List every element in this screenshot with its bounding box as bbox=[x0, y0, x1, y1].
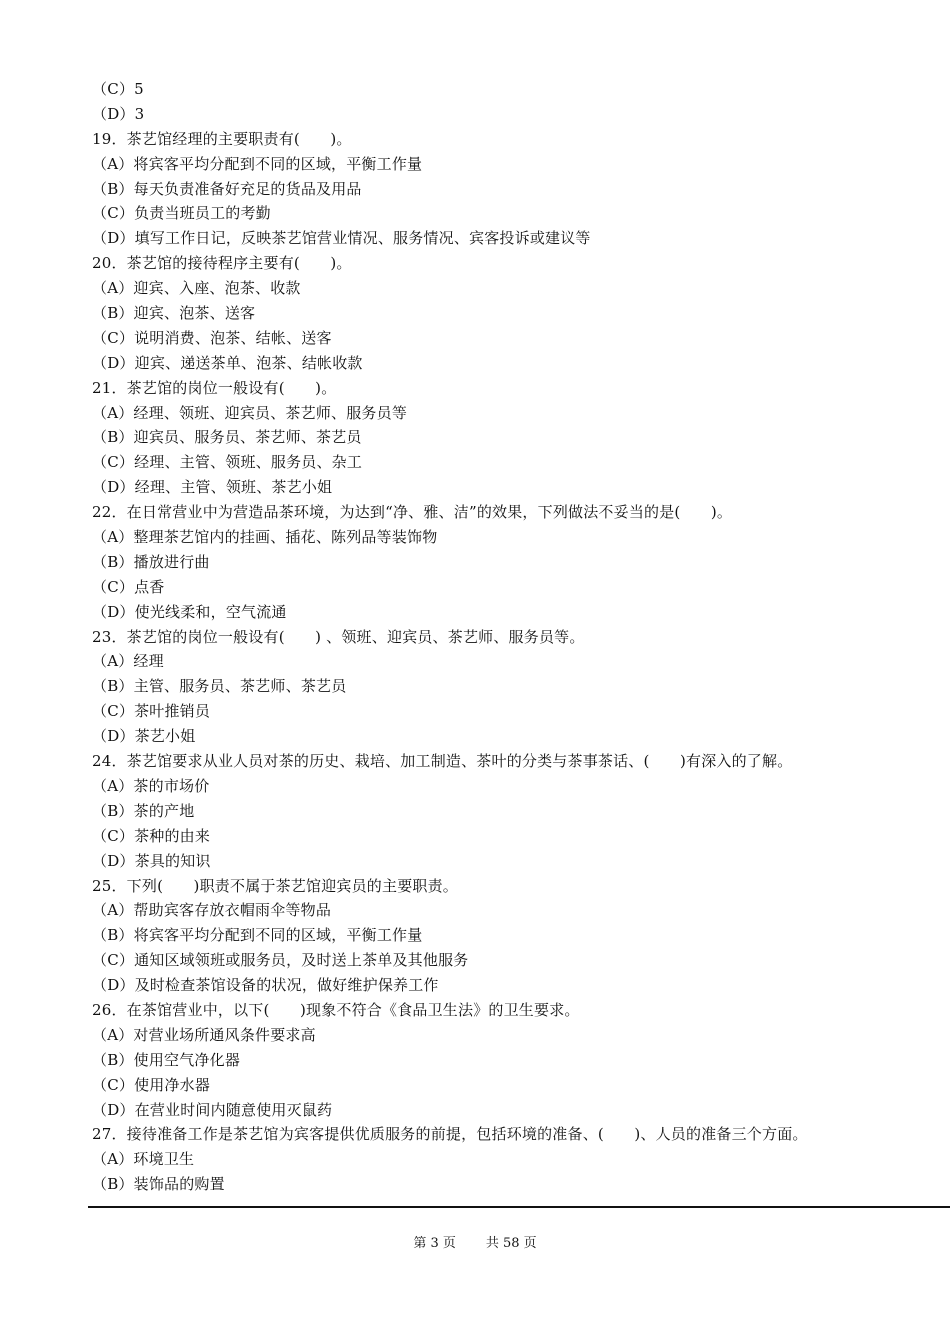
option-line: （D）经理、主管、领班、茶艺小姐 bbox=[92, 478, 333, 497]
question-line: 23．茶艺馆的岗位一般设有( ) 、领班、迎宾员、茶艺师、服务员等。 bbox=[92, 627, 585, 646]
option-line: （D）在营业时间内随意使用灭鼠药 bbox=[92, 1100, 333, 1119]
option-line: （A）环境卫生 bbox=[92, 1150, 195, 1169]
question-line: 21．茶艺馆的岗位一般设有( )。 bbox=[92, 378, 337, 397]
question-line: 24．茶艺馆要求从业人员对茶的历史、栽培、加工制造、茶叶的分类与茶事茶话、( )有深入的了解。 bbox=[92, 752, 793, 771]
option-line: （B）每天负责准备好充足的货品及用品 bbox=[92, 179, 362, 198]
option-line: （D）茶具的知识 bbox=[92, 851, 211, 870]
page-footer bbox=[0, 1236, 950, 1252]
option-line: （C）5 bbox=[92, 80, 144, 98]
document-body bbox=[92, 77, 912, 1197]
option-line: （A）茶的市场价 bbox=[92, 776, 210, 795]
option-line: （A）迎宾、入座、泡茶、收款 bbox=[92, 279, 301, 298]
option-line: （D）使光线柔和，空气流通 bbox=[92, 602, 287, 621]
page-number: 第 3 页 bbox=[413, 1236, 456, 1251]
option-line: （C）茶种的由来 bbox=[92, 826, 211, 845]
question-line: 25．下列( )职责不属于茶艺馆迎宾员的主要职责。 bbox=[92, 876, 458, 895]
option-line: （A）将宾客平均分配到不同的区域，平衡工作量 bbox=[92, 154, 423, 173]
option-line: （D）及时检查茶馆设备的状况，做好维护保养工作 bbox=[92, 976, 439, 995]
option-line: （C）茶叶推销员 bbox=[92, 702, 211, 721]
option-line: （C）负责当班员工的考勤 bbox=[92, 204, 271, 223]
option-line: （D）3 bbox=[92, 104, 145, 123]
option-line: （B）播放进行曲 bbox=[92, 552, 210, 571]
option-line: （B）使用空气净化器 bbox=[92, 1050, 241, 1069]
option-line: （B）将宾客平均分配到不同的区域，平衡工作量 bbox=[92, 926, 423, 945]
option-line: （C）说明消费、泡茶、结帐、送客 bbox=[92, 328, 332, 347]
question-line: 20．茶艺馆的接待程序主要有( )。 bbox=[92, 254, 352, 273]
page-total: 共 58 页 bbox=[485, 1236, 537, 1251]
question-line: 27．接待准备工作是茶艺馆为宾客提供优质服务的前提，包括环境的准备、( )、人员的准备三个方面。 bbox=[92, 1125, 808, 1144]
option-line: （A）帮助宾客存放衣帽雨伞等物品 bbox=[92, 901, 332, 920]
option-line: （A）经理、领班、迎宾员、茶艺师、服务员等 bbox=[92, 403, 408, 422]
option-line: （C）经理、主管、领班、服务员、杂工 bbox=[92, 453, 363, 472]
option-line: （B）迎宾、泡茶、送客 bbox=[92, 304, 256, 323]
footer-divider bbox=[88, 1206, 950, 1208]
option-line: （A）经理 bbox=[92, 652, 164, 671]
option-line: （C）使用净水器 bbox=[92, 1075, 211, 1094]
option-line: （A）整理茶艺馆内的挂画、插花、陈列品等装饰物 bbox=[92, 528, 438, 547]
question-line: 19．茶艺馆经理的主要职责有( )。 bbox=[92, 129, 352, 148]
option-line: （A）对营业场所通风条件要求高 bbox=[92, 1025, 316, 1044]
option-line: （B）迎宾员、服务员、茶艺师、茶艺员 bbox=[92, 428, 362, 447]
option-line: （C）点香 bbox=[92, 577, 165, 596]
option-line: （B）主管、服务员、茶艺师、茶艺员 bbox=[92, 677, 347, 696]
option-line: （D）填写工作日记，反映茶艺馆营业情况、服务情况、宾客投诉或建议等 bbox=[92, 229, 591, 248]
option-line: （D）茶艺小姐 bbox=[92, 727, 196, 746]
option-line: （D）迎宾、递送茶单、泡茶、结帐收款 bbox=[92, 353, 363, 372]
option-line: （B）茶的产地 bbox=[92, 801, 195, 820]
question-line: 22．在日常营业中为营造品茶环境，为达到“净、雅、洁”的效果，下列做法不妥当的是( )。 bbox=[92, 503, 733, 522]
option-line: （C）通知区域领班或服务员，及时送上茶单及其他服务 bbox=[92, 951, 469, 970]
option-line: （B）装饰品的购置 bbox=[92, 1175, 225, 1194]
question-line: 26．在茶馆营业中，以下( )现象不符合《食品卫生法》的卫生要求。 bbox=[92, 1000, 580, 1019]
